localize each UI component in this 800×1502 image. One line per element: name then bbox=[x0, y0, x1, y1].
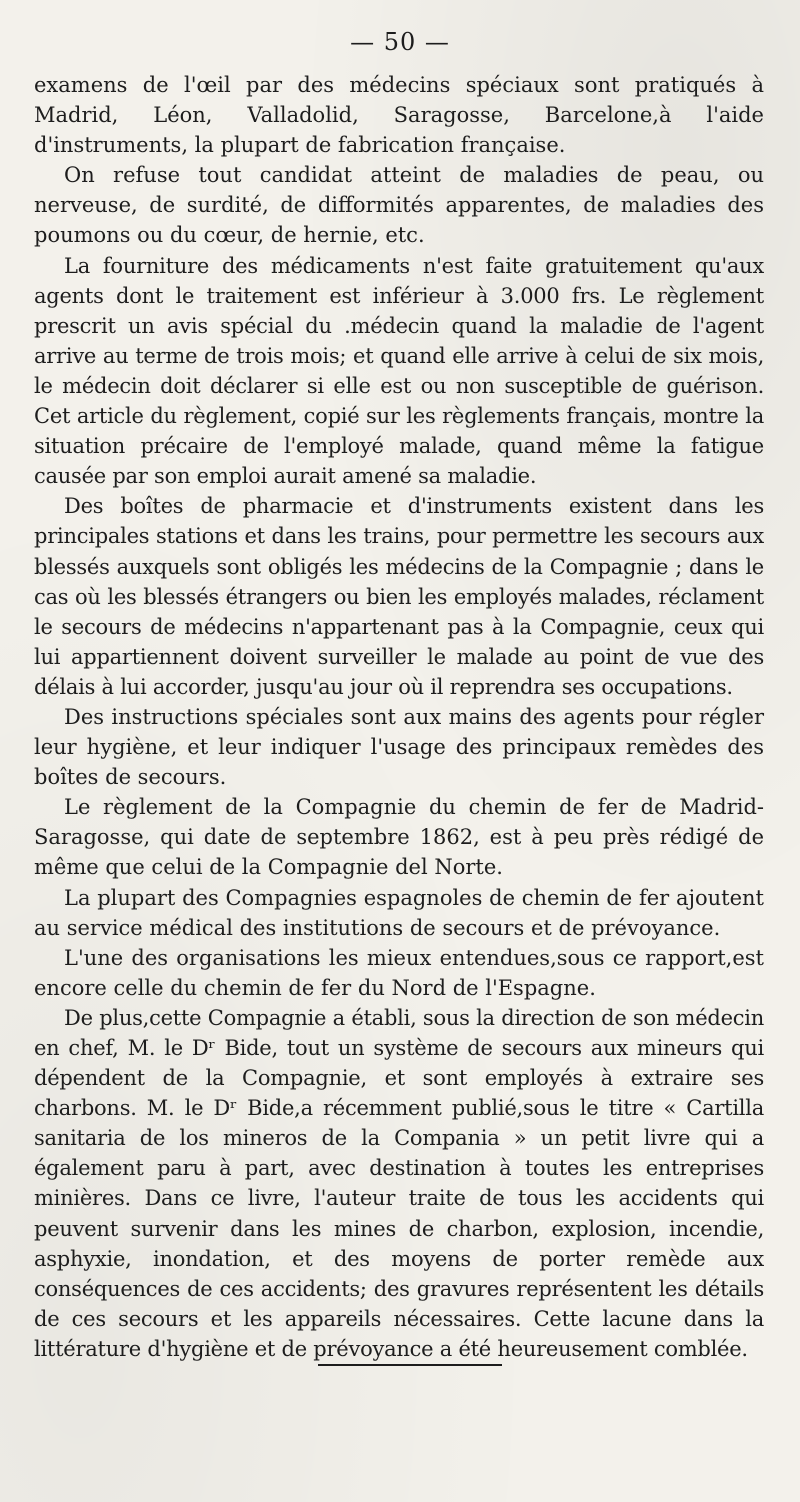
paragraph-continued: examens de l'œil par des médecins spéciaux sont pratiqués à Madrid, Léon, Valladolid, Saragosse, Barcelone,à l'aide d'instruments, la plupart de fabrication française. bbox=[34, 73, 764, 158]
paragraph-medicine-supply: La fourniture des médicaments n'est faite gratuitement qu'aux agents dont le traitement est inférieur à 3.000 frs. Le règlement prescrit un avis spécial du .médecin quand la maladie de l'agent arrive au terme de trois mois; et quand elle arrive à celui de six mois, le médecin doit déclarer si elle est ou non susceptible de guérison. Cet article du règlement, copié sur les règlements français, montre la situation précaire de l'employé malade, quand même la fatigue causée par son emploi aurait amené sa maladie. bbox=[34, 253, 764, 489]
paragraph-nord-espagne: L'une des organisations les mieux entendues,sous ce rapport,est encore celle du chemin de fer du Nord de l'Espagne. bbox=[34, 945, 764, 1000]
page-number: — 50 — bbox=[350, 28, 450, 56]
paragraph-madrid-saragosse: Le règlement de la Compagnie du chemin de fer de Madrid-Saragosse, qui date de septembre 1862, est à peu près rédigé de même que celui de la Compagnie del Norte. bbox=[34, 795, 764, 880]
end-rule bbox=[318, 1364, 502, 1366]
paragraph-candidates-refused: On refuse tout candidat atteint de maladies de peau, ou nerveuse, de surdité, de difformités apparentes, de maladies des poumons ou du cœur, de hernie, etc. bbox=[34, 163, 764, 248]
paragraph-pharmacy-boxes: Des boîtes de pharmacie et d'instruments existent dans les principales stations et dans les trains, pour permettre les secours aux blessés auxquels sont obligés les médecins de la Compagnie ; dans le cas où les blessés étrangers ou bien les employés malades, réclament le secours de médecins n'appartenant pas à la Compagnie, ceux qui lui appartiennent doivent surveiller le malade au point de vue des délais à lui accorder, jusqu'au jour où il reprendra ses occupations. bbox=[34, 494, 764, 699]
paragraph-dr-bide: De plus,cette Compagnie a établi, sous la direction de son médecin en chef, M. le Dʳ Bide, tout un système de secours aux mineurs qui dépendent de la Compagnie, et sont employés à extraire ses charbons. M. le Dʳ Bide,a récemment publié,sous le titre « Cartilla sanitaria de los mineros de la Compania » un petit livre qui a également paru à part, avec destination à toutes les entreprises minières. Dans ce livre, l'auteur traite de tous les accidents qui peuvent survenir dans les mines de charbon, explosion, incendie, asphyxie, inondation, et des moyens de porter remède aux conséquences de ces accidents; des gravures représentent les détails de ces secours et les appareils nécessaires. Cette lacune dans la littérature d'hygiène et de prévoyance a été heureusement comblée. bbox=[34, 1005, 765, 1361]
paragraph-spanish-companies: La plupart des Compagnies espagnoles de chemin de fer ajoutent au service médical des institutions de secours et de prévoyance. bbox=[34, 885, 764, 940]
page-body bbox=[34, 70, 764, 1364]
paragraph-instructions: Des instructions spéciales sont aux mains des agents pour régler leur hygiène, et leur indiquer l'usage des principaux remèdes des boîtes de secours. bbox=[34, 704, 764, 790]
